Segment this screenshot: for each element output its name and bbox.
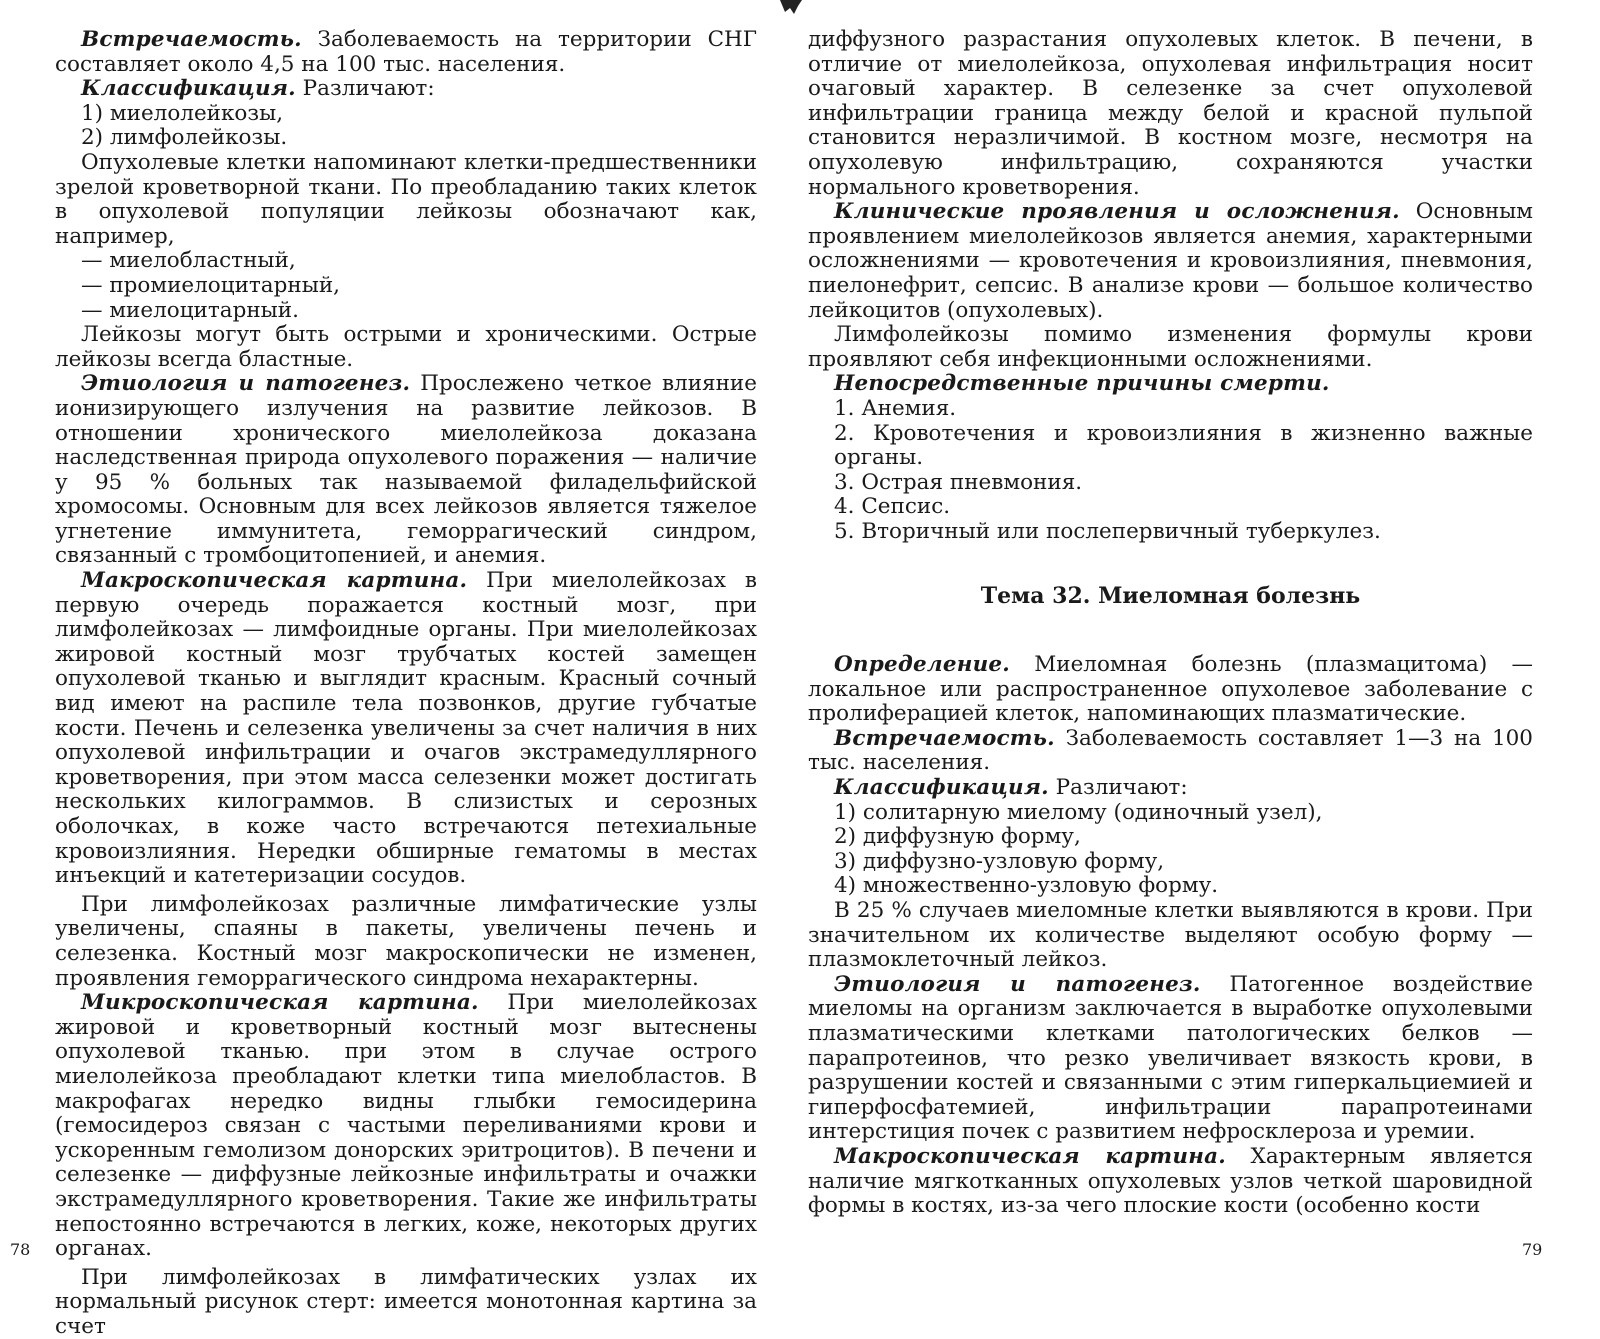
paragraph: [808, 1145, 1533, 1219]
run-in-heading: Классификация.: [81, 76, 296, 102]
paragraph: [808, 422, 1533, 471]
paragraph: [55, 28, 757, 77]
paragraph: [55, 893, 757, 991]
run-in-heading: Макроскопическая картина.: [81, 568, 468, 594]
paragraph: [55, 323, 757, 372]
paragraph-text: — миелобластный,: [81, 248, 296, 274]
paragraph: [55, 1266, 757, 1339]
paragraph: [808, 471, 1533, 496]
paragraph: [808, 727, 1533, 776]
right-page-bottom-text: [808, 653, 1533, 1219]
paragraph: [808, 372, 1533, 397]
page-number-left: 78: [10, 1240, 31, 1259]
paragraph-text: 2. Кровотечения и кровоизлияния в жизненно важные органы.: [834, 420, 1533, 471]
paragraph-text: 4) множественно-узловую форму.: [834, 873, 1219, 899]
paragraph-text: Заболеваемость на территории СНГ составляет около 4,5 на 100 тыс. населения.: [55, 27, 757, 77]
paragraph: [808, 495, 1533, 520]
right-page-top-text: [808, 28, 1533, 544]
run-in-heading: Определение.: [834, 652, 1010, 678]
paragraph-text: Характерным является наличие мягкотканных опухолевых узлов четкой шаровидной формы в костях, из-за чего плоские кости (особенно кости: [808, 1143, 1533, 1219]
paragraph-text: В 25 % случаев миеломные клетки выявляются в крови. При значительном их количестве выделяют особую форму — плазмоклеточный лейкоз.: [808, 898, 1533, 973]
paragraph-text: 1) миелолейкозы,: [81, 100, 284, 126]
paragraph-text: Основным проявлением миелолейкозов является анемия, характерными осложнениями — кровотечения и кровоизлияния, пневмония, пиелонефрит, сепсис. В анализе крови — большое количество лейкоцитов (опухолевых).: [808, 199, 1533, 323]
paragraph-text: Различают:: [295, 76, 435, 102]
right-page-text: [808, 28, 1533, 1219]
paragraph-text: При миелолейкозах в первую очередь поражается костный мозг, при лимфолейкозах — лимфоидные органы. При миелолейкозах жировой костный мозг трубчатых костей замещен опухолевой тканью и выглядит красным. Красный сочный вид имеют на распиле тела позвонков, другие губчатые кости. Печень и селезенка увеличены за счет наличия в них опухолевой инфильтрации и очагов экстрамедуллярного кроветворения, при этом масса селезенки может достигать нескольких килограммов. В слизистых и серозных оболочках, в коже часто встречаются петехиальные кровоизлияния. Нередки обширные гематомы в местах инъекций и катетеризации сосудов.: [55, 568, 758, 889]
paragraph-text: При лимфолейкозах различные лимфатические узлы увеличены, спаяны в пакеты, увеличены печень и селезенка. Костный мозг макроскопически не изменен, проявления геморрагического синдрома нехарактерны.: [55, 891, 757, 991]
paragraph-text: — миелоцитарный.: [81, 297, 299, 323]
paragraph-text: При лимфолейкозах в лимфатических узлах их нормальный рисунок стерт: имеется монотонная картина за счет: [55, 1264, 757, 1339]
paragraph: [808, 776, 1533, 801]
paragraph: [55, 569, 757, 889]
paragraph-text: 4. Сепсис.: [834, 494, 951, 520]
paragraph-text: диффузного разрастания опухолевых клеток. В печени, в отличие от миелолейкоза, опухолевая инфильтрация носит очаговый характер. В селезенке за счет опухолевой инфильтрации граница между белой и красной пульпой становится неразличимой. В костном мозге, несмотря на опухолевую инфильтрацию, сохраняются участки нормального кроветворения.: [808, 27, 1533, 200]
paragraph: [808, 520, 1533, 545]
paragraph-text: Прослежено четкое влияние ионизирующего излучения на развитие лейкозов. В отношении хронического миелолейкоза доказана наследственная природа опухолевого поражения — наличие у 95 % больных так называемой филадельфийской хромосомы. Основным для всех лейкозов является тяжелое угнетение иммунитета, геморрагический синдром, связанный с тромбоцитопенией, и анемия.: [55, 371, 757, 569]
paragraph-text: 2) диффузную форму,: [834, 824, 1081, 850]
paragraph-text: 2) лимфолейкозы.: [81, 125, 288, 151]
paragraph: [808, 973, 1533, 1145]
paragraph-text: 1) солитарную миелому (одиночный узел),: [834, 799, 1323, 825]
paragraph: [808, 323, 1533, 372]
paragraph: [55, 274, 757, 299]
paragraph: [55, 249, 757, 274]
page-number-right: 79: [1522, 1240, 1543, 1259]
paragraph: [808, 825, 1533, 850]
run-in-heading: Классификация.: [834, 775, 1049, 801]
paragraph-text: При миелолейкозах жировой и кроветворный костный мозг вытеснены опухолевой тканью. при этом в случае острого миелолейкоза преобладают клетки типа миелобластов. В макрофагах нередко видны глыбки гемосидерина (гемосидероз связан с частыми переливаниями крови и ускоренным гемолизом донорских эритроцитов). В печени и селезенке — диффузные лейкозные инфильтраты и очажки экстрамедуллярного кроветворения. Такие же инфильтраты непостоянно встречаются в легких, коже, некоторых других органах.: [55, 990, 757, 1262]
paragraph: [808, 397, 1533, 422]
paragraph: [55, 372, 757, 569]
paragraph: [808, 653, 1533, 727]
run-in-heading: Макроскопическая картина.: [834, 1143, 1226, 1169]
run-in-heading: Встречаемость.: [81, 27, 302, 52]
paragraph: [55, 151, 757, 249]
run-in-heading: Непосредственные причины смерти.: [834, 371, 1330, 397]
run-in-heading: Встречаемость.: [834, 725, 1055, 751]
paragraph-text: Заболеваемость составляет 1—3 на 100 тыс. населения.: [808, 725, 1533, 776]
paragraph: [808, 899, 1533, 973]
paragraph: [808, 28, 1533, 200]
paragraph-text: 5. Вторичный или послепервичный туберкулез.: [834, 518, 1381, 544]
paragraph: [808, 874, 1533, 899]
run-in-heading: Клинические проявления и осложнения.: [834, 199, 1400, 225]
paragraph: [808, 801, 1533, 826]
run-in-heading: Этиология и патогенез.: [834, 971, 1201, 997]
paragraph-text: 3. Острая пневмония.: [834, 469, 1083, 495]
paragraph-text: Опухолевые клетки напоминают клетки-предшественники зрелой кроветворной ткани. По преобладанию таких клеток в опухолевой популяции лейкозы обозначают как, например,: [55, 149, 757, 249]
right-page: [800, 0, 1600, 1315]
paragraph: [55, 299, 757, 324]
paragraph-text: 3) диффузно-узловую форму,: [834, 848, 1165, 874]
paragraph-text: Лимфолейкозы помимо изменения формулы крови проявляют себя инфекционными осложнениями.: [808, 322, 1533, 372]
paragraph-text: Миеломная болезнь (плазмацитома) — локальное или распространенное опухолевое заболевание с пролиферацией клеток, напоминающих плазматические.: [808, 652, 1533, 727]
paragraph-text: — промиелоцитарный,: [81, 272, 340, 298]
paragraph-text: 1. Анемия.: [834, 395, 957, 421]
section-heading: Тема 32. Миеломная болезнь: [980, 583, 1361, 610]
run-in-heading: Микроскопическая картина.: [81, 990, 479, 1016]
paragraph: [55, 991, 757, 1262]
run-in-heading: Этиология и патогенез.: [81, 371, 411, 397]
paragraph: [808, 200, 1533, 323]
paragraph: [55, 77, 757, 102]
paragraph: [55, 102, 757, 127]
paragraph-text: Патогенное воздействие миеломы на организм заключается в выработке опухолевыми плазматическими клетками патологических белков — парапротеинов, что резко увеличивает вязкость крови, в разрушении костей и связанными с этим гиперкальциемией и гиперфосфатемией, инфильтрации парапротеинами интерстиция почек с развитием нефросклероза и уремии.: [808, 971, 1533, 1145]
paragraph: [55, 126, 757, 151]
paragraph: [808, 850, 1533, 875]
paragraph-text: Различают:: [1048, 775, 1188, 801]
paragraph-text: Лейкозы могут быть острыми и хроническими. Острые лейкозы всегда бластные.: [55, 322, 757, 372]
left-page-text: [55, 28, 757, 1339]
